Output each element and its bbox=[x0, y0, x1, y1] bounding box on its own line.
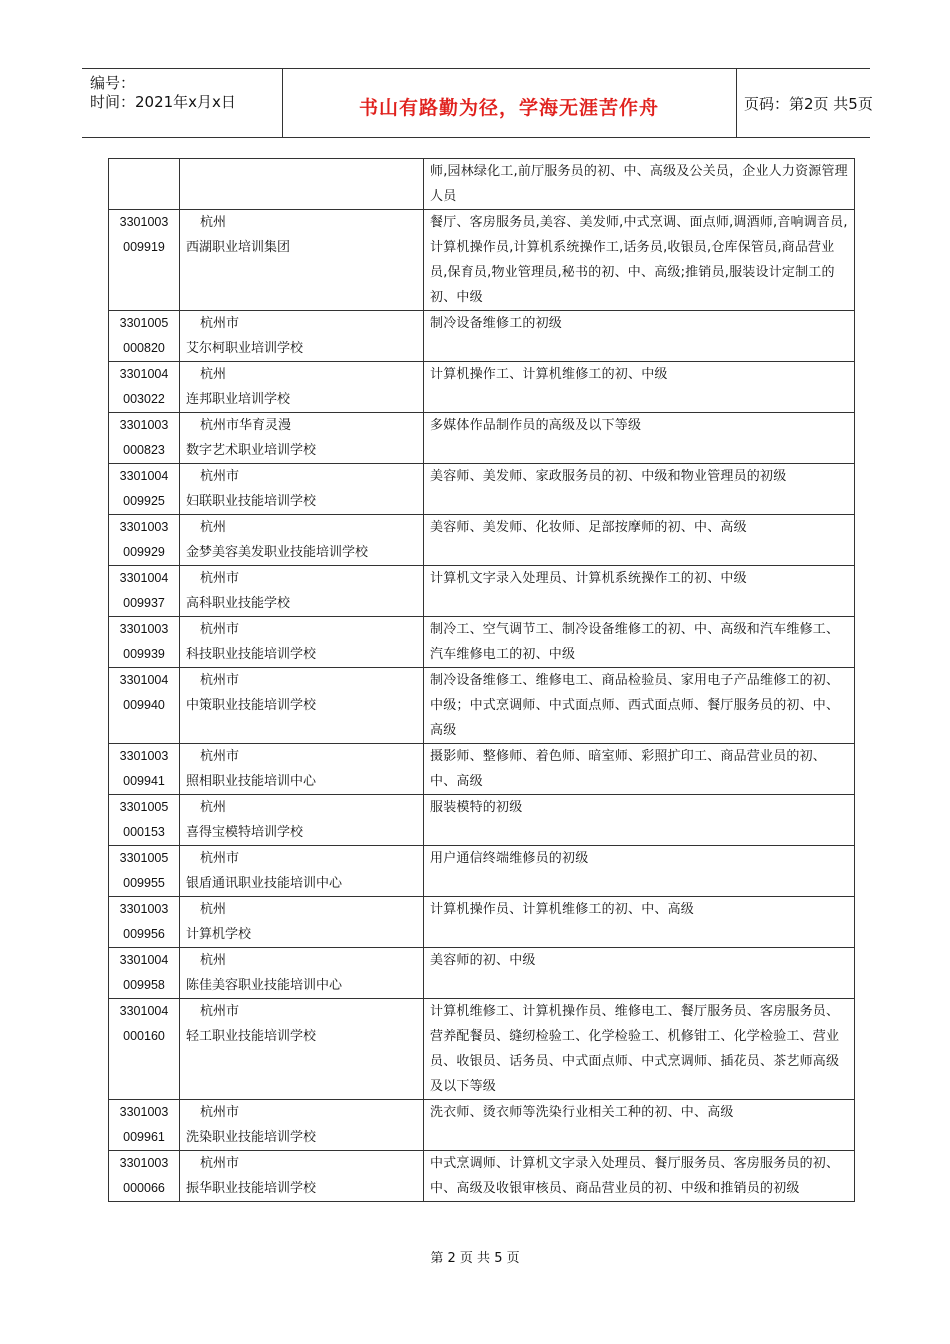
table-row bbox=[109, 1151, 855, 1202]
institution-code-part: 009939 bbox=[123, 647, 165, 661]
institution-code-part: 3301003 bbox=[119, 520, 169, 534]
institution-code-cell bbox=[109, 617, 180, 668]
institution-city: 杭州市 bbox=[200, 1105, 240, 1120]
training-scope-cell: 美容师的初、中级 bbox=[424, 948, 855, 999]
institution-city: 杭州 bbox=[200, 520, 227, 535]
header-motto-cell bbox=[282, 69, 737, 137]
institution-code-part: 3301003 bbox=[119, 902, 169, 916]
training-scope-cell: 制冷设备维修工的初级 bbox=[424, 311, 855, 362]
training-scope-cell: 洗衣师、烫衣师等洗染行业相关工种的初、中、高级 bbox=[424, 1100, 855, 1151]
institution-code-part: 3301003 bbox=[119, 1156, 169, 1170]
institution-city: 杭州市 bbox=[200, 749, 240, 764]
institution-code-part: 009941 bbox=[123, 774, 165, 788]
institution-city: 杭州市 bbox=[200, 571, 240, 586]
institution-code-part: 3301004 bbox=[119, 953, 169, 967]
table-row bbox=[109, 999, 855, 1100]
institution-code-cell bbox=[109, 464, 180, 515]
institution-city: 杭州 bbox=[200, 215, 227, 230]
institution-name: 洗染职业技能培训学校 bbox=[186, 1130, 317, 1145]
institution-code-part: 000820 bbox=[123, 341, 165, 355]
institution-code-part: 009925 bbox=[123, 494, 165, 508]
institution-name-cell bbox=[180, 744, 424, 795]
institution-code-part: 009961 bbox=[123, 1130, 165, 1144]
institution-code-part: 3301003 bbox=[119, 418, 169, 432]
table-row bbox=[109, 668, 855, 744]
training-scope-cell: 计算机文字录入处理员、计算机系统操作工的初、中级 bbox=[424, 566, 855, 617]
institution-name-cell bbox=[180, 311, 424, 362]
institution-name: 银盾通讯职业技能培训中心 bbox=[186, 876, 343, 891]
table-row bbox=[109, 311, 855, 362]
institution-code-cell bbox=[109, 566, 180, 617]
institution-code-part: 009919 bbox=[123, 240, 165, 254]
institution-code-part: 3301005 bbox=[119, 316, 169, 330]
institution-name: 高科职业技能学校 bbox=[186, 596, 291, 611]
institution-code-cell bbox=[109, 999, 180, 1100]
institution-code-part: 000823 bbox=[123, 443, 165, 457]
institution-name: 喜得宝模特培训学校 bbox=[186, 825, 304, 840]
table-row bbox=[109, 795, 855, 846]
institution-code-part: 3301005 bbox=[119, 851, 169, 865]
training-scope-cell: 制冷设备维修工、维修电工、商品检验员、家用电子产品维修工的初、中级；中式烹调师、中式面点师、西式面点师、餐厅服务员的初、中、高级 bbox=[424, 668, 855, 744]
header-meta-cell bbox=[82, 69, 283, 137]
training-scope-cell: 中式烹调师、计算机文字录入处理员、餐厅服务员、客房服务员的初、中、高级及收银审核员、商品营业员的初、中级和推销员的初级 bbox=[424, 1151, 855, 1202]
institution-name: 照相职业技能培训中心 bbox=[186, 774, 317, 789]
table-row bbox=[109, 744, 855, 795]
institution-code-part: 009929 bbox=[123, 545, 165, 559]
institution-city: 杭州市 bbox=[200, 316, 240, 331]
institution-name-cell bbox=[180, 846, 424, 897]
institution-name-cell bbox=[180, 464, 424, 515]
institution-code-cell bbox=[109, 413, 180, 464]
document-code-label: 编号： bbox=[90, 74, 136, 92]
training-institution-table bbox=[108, 158, 855, 1202]
institution-city: 杭州市华育灵漫 bbox=[200, 418, 292, 433]
institution-city: 杭州 bbox=[200, 953, 227, 968]
training-scope-cell: 美容师、美发师、家政服务员的初、中级和物业管理员的初级 bbox=[424, 464, 855, 515]
institution-code-part: 3301004 bbox=[119, 673, 169, 687]
institution-name-cell bbox=[180, 413, 424, 464]
table-row bbox=[109, 515, 855, 566]
institution-city: 杭州市 bbox=[200, 622, 240, 637]
institution-name: 数字艺术职业培训学校 bbox=[186, 443, 317, 458]
institution-code-part: 009940 bbox=[123, 698, 165, 712]
institution-code-part: 3301004 bbox=[119, 571, 169, 585]
institution-city: 杭州 bbox=[200, 367, 227, 382]
table-row bbox=[109, 413, 855, 464]
institution-city: 杭州市 bbox=[200, 469, 240, 484]
institution-code-part: 3301004 bbox=[119, 469, 169, 483]
institution-code-part: 009955 bbox=[123, 876, 165, 890]
institution-name: 金梦美容美发职业技能培训学校 bbox=[186, 545, 369, 560]
institution-name: 陈佳美容职业技能培训中心 bbox=[186, 978, 343, 993]
table-row bbox=[109, 362, 855, 413]
institution-code-cell bbox=[109, 668, 180, 744]
table-row bbox=[109, 1100, 855, 1151]
header-page-cell bbox=[736, 69, 873, 137]
institution-name-cell bbox=[180, 948, 424, 999]
institution-code-cell bbox=[109, 159, 180, 210]
training-scope-cell: 计算机维修工、计算机操作员、维修电工、餐厅服务员、客房服务员、营养配餐员、缝纫检验工、化学检验工、机修钳工、化学检验工、营业员、收银员、话务员、中式面点师、中式烹调师、插花员、茶艺师高级及以下等级 bbox=[424, 999, 855, 1100]
institution-name: 轻工职业技能培训学校 bbox=[186, 1029, 317, 1044]
institution-code-cell bbox=[109, 846, 180, 897]
institution-code-part: 3301003 bbox=[119, 622, 169, 636]
institution-city: 杭州市 bbox=[200, 851, 240, 866]
institution-name-cell bbox=[180, 999, 424, 1100]
institution-code-cell bbox=[109, 210, 180, 311]
institution-code-part: 3301004 bbox=[119, 1004, 169, 1018]
institution-name-cell bbox=[180, 362, 424, 413]
institution-code-cell bbox=[109, 948, 180, 999]
institution-code-cell bbox=[109, 795, 180, 846]
institution-name-cell bbox=[180, 210, 424, 311]
institution-code-cell bbox=[109, 311, 180, 362]
institution-city: 杭州市 bbox=[200, 1004, 240, 1019]
institution-name-cell bbox=[180, 897, 424, 948]
institution-name: 妇联职业技能培训学校 bbox=[186, 494, 317, 509]
institution-city: 杭州 bbox=[200, 902, 227, 917]
institution-name: 艾尔柯职业培训学校 bbox=[186, 341, 304, 356]
institution-name: 振华职业技能培训学校 bbox=[186, 1181, 317, 1196]
institution-name-cell bbox=[180, 566, 424, 617]
institution-code-part: 3301004 bbox=[119, 367, 169, 381]
institution-name: 连邦职业培训学校 bbox=[186, 392, 291, 407]
institution-code-cell bbox=[109, 1100, 180, 1151]
table-row bbox=[109, 210, 855, 311]
table-row bbox=[109, 566, 855, 617]
training-scope-cell: 美容师、美发师、化妆师、足部按摩师的初、中、高级 bbox=[424, 515, 855, 566]
institution-code-cell bbox=[109, 897, 180, 948]
training-scope-cell: 计算机操作工、计算机维修工的初、中级 bbox=[424, 362, 855, 413]
training-scope-cell: 制冷工、空气调节工、制冷设备维修工的初、中、高级和汽车维修工、汽车维修电工的初、中级 bbox=[424, 617, 855, 668]
institution-name-cell bbox=[180, 1100, 424, 1151]
institution-code-part: 009937 bbox=[123, 596, 165, 610]
institution-code-part: 3301003 bbox=[119, 215, 169, 229]
institution-code-part: 000153 bbox=[123, 825, 165, 839]
institution-name-cell bbox=[180, 617, 424, 668]
training-scope-cell: 服装模特的初级 bbox=[424, 795, 855, 846]
table-row bbox=[109, 464, 855, 515]
training-scope-cell: 餐厅、客房服务员,美容、美发师,中式烹调、面点师,调酒师,音响调音员,计算机操作员,计算机系统操作工,话务员,收银员,仓库保管员,商品营业员,保育员,物业管理员,秘书的初、中、高级;推销员,服装设计定制工的初、中级 bbox=[424, 210, 855, 311]
institution-code-part: 3301003 bbox=[119, 749, 169, 763]
institution-name-cell bbox=[180, 515, 424, 566]
table-row bbox=[109, 948, 855, 999]
institution-name: 西湖职业培训集团 bbox=[186, 240, 291, 255]
table-body bbox=[109, 159, 855, 1202]
table-row bbox=[109, 846, 855, 897]
institution-name-cell bbox=[180, 668, 424, 744]
institution-code-part: 000066 bbox=[123, 1181, 165, 1195]
institution-code-cell bbox=[109, 744, 180, 795]
institution-city: 杭州市 bbox=[200, 673, 240, 688]
institution-name: 中策职业技能培训学校 bbox=[186, 698, 317, 713]
training-scope-cell: 用户通信终端维修员的初级 bbox=[424, 846, 855, 897]
institution-code-cell bbox=[109, 515, 180, 566]
institution-name-cell bbox=[180, 795, 424, 846]
table-row bbox=[109, 159, 855, 210]
institution-code-part: 3301003 bbox=[119, 1105, 169, 1119]
page-footer: 第 2 页 共 5 页 bbox=[430, 1251, 520, 1266]
institution-code-cell bbox=[109, 1151, 180, 1202]
header-motto: 书山有路勤为径，学海无涯苦作舟 bbox=[358, 97, 659, 119]
training-scope-cell: 摄影师、整修师、着色师、暗室师、彩照扩印工、商品营业员的初、中、高级 bbox=[424, 744, 855, 795]
document-date-label: 时间：2021年x月x日 bbox=[90, 93, 236, 111]
training-scope-cell: 计算机操作员、计算机维修工的初、中、高级 bbox=[424, 897, 855, 948]
institution-code-part: 000160 bbox=[123, 1029, 165, 1043]
institution-code-part: 009956 bbox=[123, 927, 165, 941]
institution-city: 杭州 bbox=[200, 800, 227, 815]
table-row bbox=[109, 897, 855, 948]
institution-code-part: 3301005 bbox=[119, 800, 169, 814]
institution-name: 科技职业技能培训学校 bbox=[186, 647, 317, 662]
institution-name-cell bbox=[180, 159, 424, 210]
institution-code-part: 003022 bbox=[123, 392, 165, 406]
page-header bbox=[82, 68, 873, 138]
training-scope-cell: 多媒体作品制作员的高级及以下等级 bbox=[424, 413, 855, 464]
institution-code-cell bbox=[109, 362, 180, 413]
header-page-number: 页码：第2页 共5页 bbox=[744, 95, 873, 113]
table-row bbox=[109, 617, 855, 668]
institution-code-part: 009958 bbox=[123, 978, 165, 992]
institution-name-cell bbox=[180, 1151, 424, 1202]
training-scope-cell: 师,园林绿化工,前厅服务员的初、中、高级及公关员，企业人力资源管理人员 bbox=[424, 159, 855, 210]
institution-name: 计算机学校 bbox=[186, 927, 252, 942]
institution-city: 杭州市 bbox=[200, 1156, 240, 1171]
